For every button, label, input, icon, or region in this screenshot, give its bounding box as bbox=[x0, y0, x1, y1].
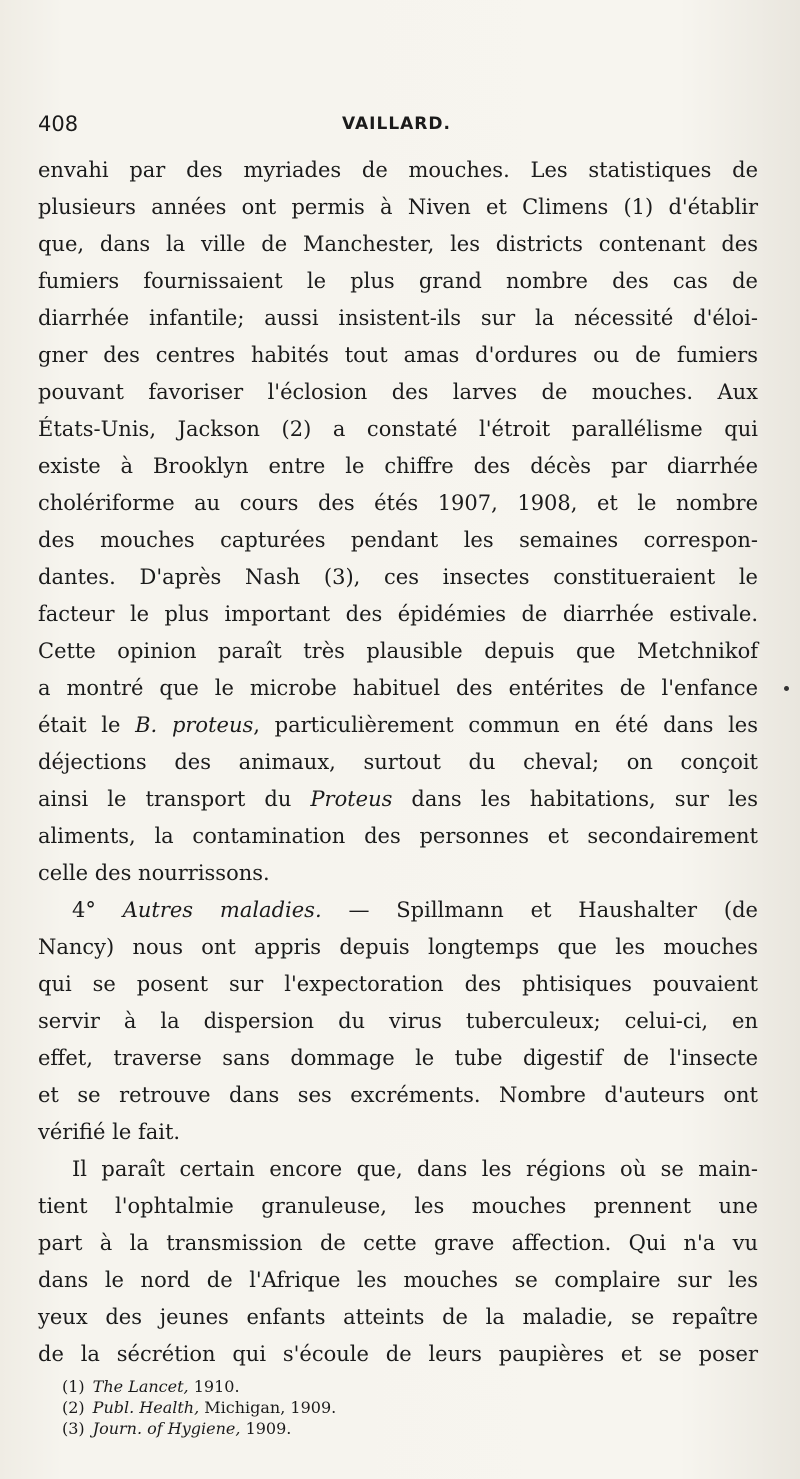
footnote-place: Michigan, bbox=[204, 1398, 286, 1417]
italic-term: Proteus bbox=[310, 787, 393, 811]
footnote-year: 1909. bbox=[245, 1419, 292, 1438]
page-number: 408 bbox=[38, 112, 79, 136]
text-line: des mouches capturées pendant les semaines correspon- bbox=[38, 528, 758, 552]
text-line: dans le nord de l'Afrique les mouches se complaire sur les bbox=[38, 1268, 758, 1292]
footnote-source: The Lancet, bbox=[92, 1377, 189, 1396]
text-line: dantes. D'après Nash (3), ces insectes constitueraient le bbox=[38, 565, 758, 589]
text-line: fumiers fournissaient le plus grand nombre des cas de bbox=[38, 269, 758, 293]
footnote-year: 1909. bbox=[290, 1398, 337, 1417]
text-line: servir à la dispersion du virus tuberculeux; celui-ci, en bbox=[38, 1009, 758, 1033]
text-run: ainsi le transport du bbox=[38, 787, 311, 811]
text-line: États-Unis, Jackson (2) a constaté l'étroit parallélisme qui bbox=[38, 417, 758, 441]
text-run: , particulièrement commun en été dans les bbox=[253, 713, 759, 737]
text-line: cholériforme au cours des étés 1907, 1908, et le nombre bbox=[38, 491, 758, 515]
text-line: celle des nourrissons. bbox=[38, 861, 270, 885]
text-line: plusieurs années ont permis à Niven et Climens (1) d'établir bbox=[38, 195, 758, 219]
text-line: Cette opinion paraît très plausible depuis que Metchnikof bbox=[38, 639, 758, 663]
footnote-year: 1910. bbox=[193, 1377, 240, 1396]
text-run: — Spillmann et Haushalter (de bbox=[321, 898, 758, 922]
text-line: yeux des jeunes enfants atteints de la maladie, se repaître bbox=[38, 1305, 758, 1329]
text-line: facteur le plus important des épidémies de diarrhée estivale. bbox=[38, 602, 758, 626]
text-line: tient l'ophtalmie granuleuse, les mouches prennent une bbox=[38, 1194, 758, 1218]
page-header bbox=[38, 112, 758, 146]
footnote-3 bbox=[62, 1418, 622, 1439]
text-line: existe à Brooklyn entre le chiffre des décès par diarrhée bbox=[38, 454, 758, 478]
text-line: et se retrouve dans ses excréments. Nombre d'auteurs ont bbox=[38, 1083, 758, 1107]
footnote-source: Publ. Health, bbox=[92, 1398, 200, 1417]
text-line: envahi par des myriades de mouches. Les statistiques de bbox=[38, 158, 758, 182]
footnote-mark: (3) bbox=[62, 1419, 85, 1438]
text-line bbox=[38, 781, 758, 818]
text-line: diarrhée infantile; aussi insistent-ils sur la nécessité d'éloi- bbox=[38, 306, 758, 330]
footnote-2 bbox=[62, 1397, 622, 1418]
text-line: vérifié le fait. bbox=[38, 1120, 181, 1144]
footnote-1 bbox=[62, 1376, 622, 1397]
text-line bbox=[38, 707, 758, 744]
text-line: pouvant favoriser l'éclosion des larves de mouches. Aux bbox=[38, 380, 758, 404]
body-text bbox=[38, 152, 758, 1373]
text-line: Nancy) nous ont appris depuis longtemps que les mouches bbox=[38, 935, 758, 959]
text-line: que, dans la ville de Manchester, les districts contenant des bbox=[38, 232, 758, 256]
text-line: déjections des animaux, surtout du cheval; on conçoit bbox=[38, 750, 758, 774]
footnote-mark: (2) bbox=[62, 1398, 85, 1417]
text-line: de la sécrétion qui s'écoule de leurs paupières et se poser bbox=[38, 1342, 758, 1366]
text-line: aliments, la contamination des personnes et secondairement bbox=[38, 824, 758, 848]
paragraph-start-line: Il paraît certain encore que, dans les régions où se main- bbox=[72, 1157, 758, 1181]
footnote-source: Journ. of Hygiene, bbox=[92, 1419, 241, 1438]
print-speck bbox=[784, 686, 789, 691]
text-line: gner des centres habités tout amas d'ordures ou de fumiers bbox=[38, 343, 758, 367]
section-heading-line bbox=[38, 892, 758, 929]
text-line: effet, traverse sans dommage le tube digestif de l'insecte bbox=[38, 1046, 758, 1070]
text-line: part à la transmission de cette grave affection. Qui n'a vu bbox=[38, 1231, 758, 1255]
text-line: a montré que le microbe habituel des entérites de l'enfance bbox=[38, 676, 758, 700]
section-number: 4° bbox=[72, 898, 123, 922]
running-head: VAILLARD. bbox=[342, 114, 451, 134]
italic-term: B. proteus bbox=[135, 713, 254, 737]
footnotes bbox=[62, 1376, 622, 1439]
text-run: était le bbox=[38, 713, 136, 737]
section-title: Autres maladies. bbox=[122, 898, 322, 922]
text-run: dans les habitations, sur les bbox=[392, 787, 758, 811]
text-line: qui se posent sur l'expectoration des phtisiques pouvaient bbox=[38, 972, 758, 996]
footnote-mark: (1) bbox=[62, 1377, 85, 1396]
